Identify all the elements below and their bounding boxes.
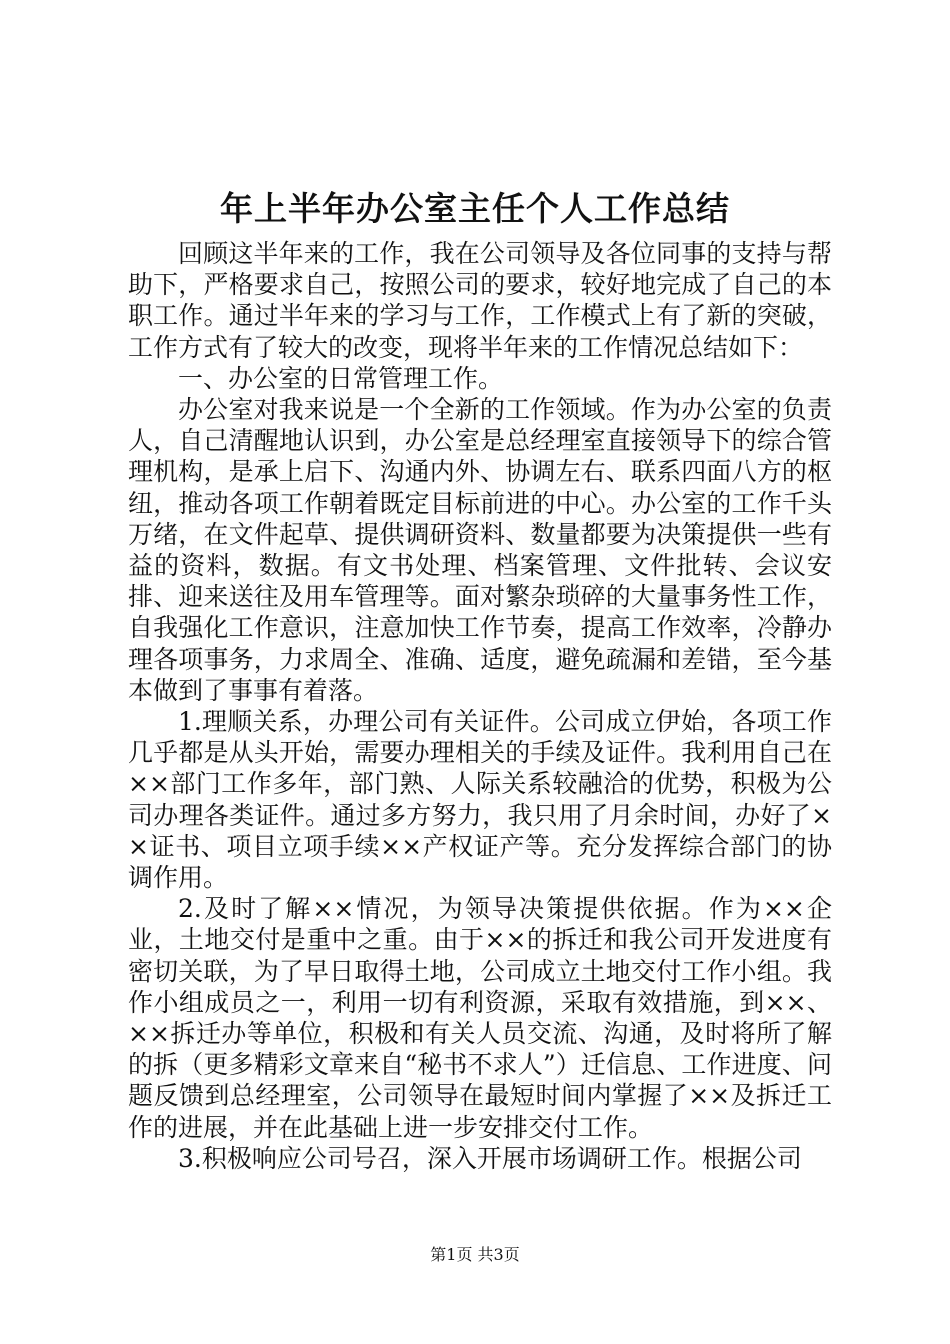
paragraph-item-2: 2.及时了解××情况，为领导决策提供依据。作为××企业，土地交付是重中之重。由于××的拆迁和我公司开发进度有密切关联，为了早日取得土地，公司成立土地交付工作小组。我作小组成员之一，利用一切有利资源，采取有效措施，到××、××拆迁办等单位，积极和有关人员交流、沟通，及时将所了解的拆（更多精彩文章来自“秘书不求人”）迁信息、工作进度、问题反馈到总经理室，公司领导在最短时间内掌握了××及拆迁工作的进展，并在此基础上进一步安排交付工作。 [128, 894, 832, 1142]
page-number-footer: 第1页 共3页 [430, 1245, 520, 1264]
document-title: 年上半年办公室主任个人工作总结 [220, 189, 730, 228]
document-body [128, 238, 832, 1174]
paragraph-item-1: 1.理顺关系，办理公司有关证件。公司成立伊始，各项工作几乎都是从头开始，需要办理相关的手续及证件。我利用自己在××部门工作多年，部门熟、人际关系较融洽的优势，积极为公司办理各类证件。通过多方努力，我只用了月余时间，办好了××证书、项目立项手续××产权证产等。充分发挥综合部门的协调作用。 [128, 707, 832, 893]
section-heading-1: 一、办公室的日常管理工作。 [178, 363, 504, 393]
paragraph-intro: 回顾这半年来的工作，我在公司领导及各位同事的支持与帮助下，严格要求自己，按照公司的要求，较好地完成了自己的本职工作。通过半年来的学习与工作，工作模式上有了新的突破，工作方式有了较大的改变，现将半年来的工作情况总结如下： [128, 239, 832, 362]
paragraph-item-3: 3.积极响应公司号召，深入开展市场调研工作。根据公司 [178, 1143, 802, 1173]
paragraph-office-work: 办公室对我来说是一个全新的工作领域。作为办公室的负责人，自己清醒地认识到，办公室是总经理室直接领导下的综合管理机构，是承上启下、沟通内外、协调左右、联系四面八方的枢纽，推动各项工作朝着既定目标前进的中心。办公室的工作千头万绪，在文件起草、提供调研资料、数量都要为决策提供一些有益的资料，数据。有文书处理、档案管理、文件批转、会议安排、迎来送往及用车管理等。面对繁杂琐碎的大量事务性工作，自我强化工作意识，注意加快工作节奏，提高工作效率，冷静办理各项事务，力求周全、准确、适度，避免疏漏和差错，至今基本做到了事事有着落。 [128, 395, 832, 705]
